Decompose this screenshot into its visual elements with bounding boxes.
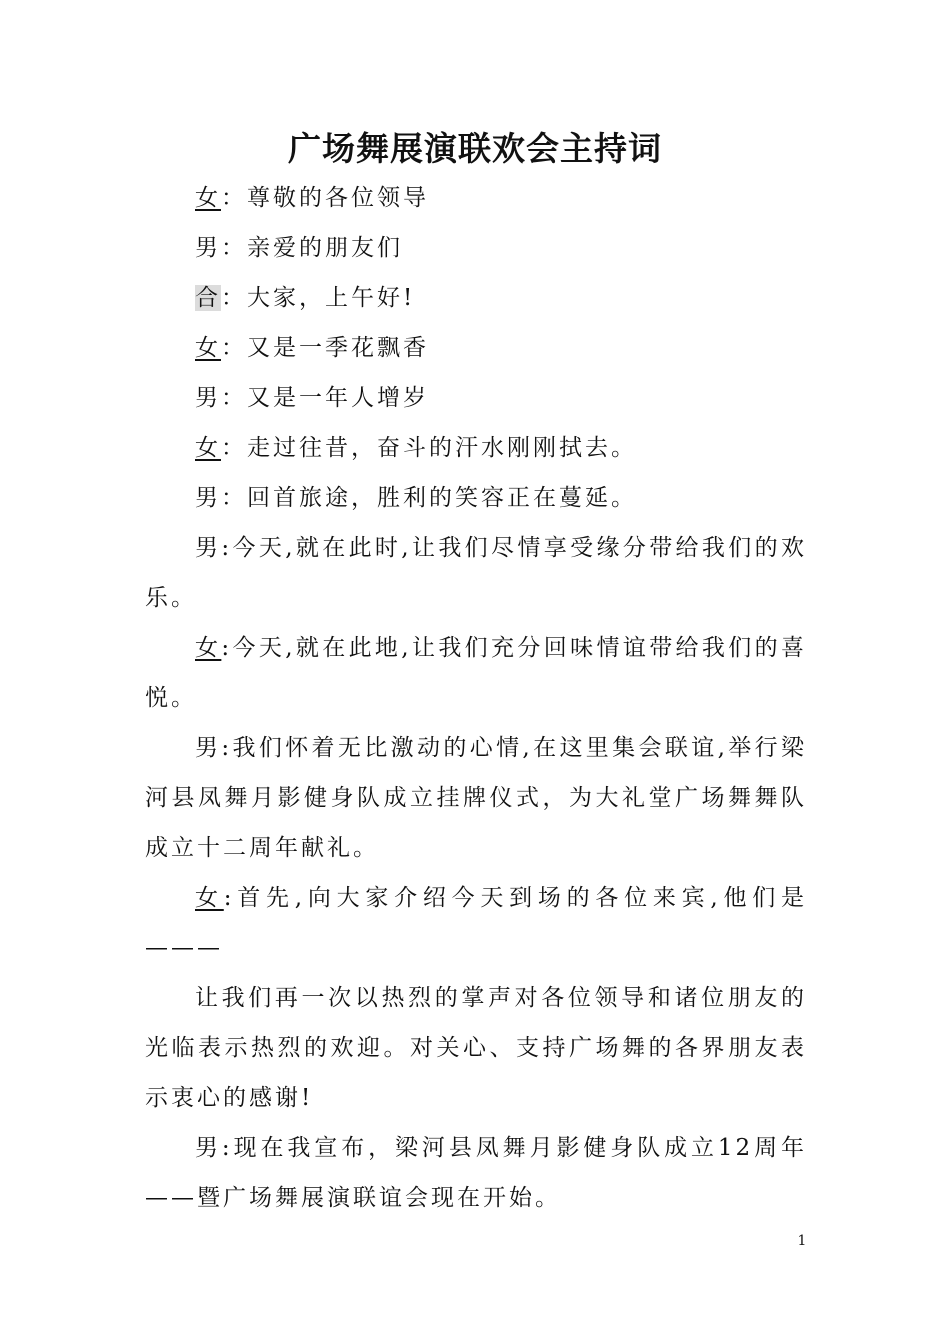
script-paragraph bbox=[145, 973, 807, 1123]
paragraph-text: 亲爱的朋友们 bbox=[247, 235, 403, 261]
script-paragraph bbox=[145, 1123, 807, 1223]
speaker-separator: ： bbox=[221, 185, 247, 211]
script-paragraph bbox=[145, 523, 807, 623]
paragraph-text: 现在我宣布，梁河县凤舞月影健身队成立12周年——暨广场舞展演联谊会现在开始。 bbox=[145, 1135, 807, 1211]
speaker-separator: ： bbox=[221, 485, 247, 511]
speaker-separator: ： bbox=[221, 435, 247, 461]
document-body bbox=[145, 173, 807, 1223]
speaker-label: 男 bbox=[195, 385, 221, 411]
speaker-separator: ： bbox=[221, 335, 247, 361]
speaker-separator: : bbox=[221, 1135, 233, 1161]
speaker-label: 女 bbox=[195, 335, 221, 361]
page-number: 1 bbox=[797, 1233, 807, 1249]
speaker-label: 女 bbox=[195, 885, 224, 911]
script-paragraph bbox=[145, 373, 807, 423]
speaker-label: 女 bbox=[195, 435, 221, 461]
script-paragraph bbox=[145, 173, 807, 223]
speaker-label: 合 bbox=[195, 285, 221, 311]
paragraph-text: 大家，上午好! bbox=[247, 285, 416, 311]
speaker-separator: : bbox=[221, 735, 233, 761]
speaker-label: 男 bbox=[195, 735, 222, 761]
speaker-separator: : bbox=[221, 635, 233, 661]
paragraph-text: 尊敬的各位领导 bbox=[247, 185, 429, 211]
paragraph-text: 又是一年人增岁 bbox=[247, 385, 429, 411]
speaker-label: 男 bbox=[195, 1135, 222, 1161]
document-title: 广场舞展演联欢会主持词 bbox=[288, 129, 662, 168]
speaker-separator: : bbox=[221, 535, 233, 561]
speaker-separator: ： bbox=[221, 385, 247, 411]
paragraph-text: 今天,就在此地,让我们充分回味情谊带给我们的喜悦。 bbox=[145, 635, 807, 711]
speaker-label: 男 bbox=[195, 235, 221, 261]
paragraph-text: 首先,向大家介绍今天到场的各位来宾,他们是——— bbox=[145, 885, 808, 961]
speaker-separator: : bbox=[223, 885, 235, 911]
speaker-label: 女 bbox=[195, 185, 221, 211]
paragraph-text: 又是一季花飘香 bbox=[247, 335, 429, 361]
speaker-label: 男 bbox=[195, 535, 222, 561]
paragraph-text: 让我们再一次以热烈的掌声对各位领导和诸位朋友的光临表示热烈的欢迎。对关心、支持广场舞的各界朋友表示衷心的感谢! bbox=[145, 985, 807, 1111]
script-paragraph bbox=[145, 723, 807, 873]
speaker-separator: ： bbox=[221, 235, 247, 261]
speaker-label: 男 bbox=[195, 485, 221, 511]
script-paragraph bbox=[145, 473, 807, 523]
script-paragraph bbox=[145, 273, 807, 323]
paragraph-text: 走过往昔，奋斗的汗水刚刚拭去。 bbox=[247, 435, 637, 461]
script-paragraph bbox=[145, 873, 807, 973]
paragraph-text: 回首旅途，胜利的笑容正在蔓延。 bbox=[247, 485, 637, 511]
script-paragraph bbox=[145, 623, 807, 723]
speaker-label: 女 bbox=[195, 635, 222, 661]
speaker-separator: ： bbox=[221, 285, 247, 311]
script-paragraph bbox=[145, 223, 807, 273]
script-paragraph bbox=[145, 423, 807, 473]
paragraph-text: 我们怀着无比激动的心情,在这里集会联谊,举行梁河县凤舞月影健身队成立挂牌仪式，为大礼堂广场舞舞队成立十二周年献礼。 bbox=[145, 735, 807, 861]
script-paragraph bbox=[145, 323, 807, 373]
paragraph-text: 今天,就在此时,让我们尽情享受缘分带给我们的欢乐。 bbox=[145, 535, 807, 611]
